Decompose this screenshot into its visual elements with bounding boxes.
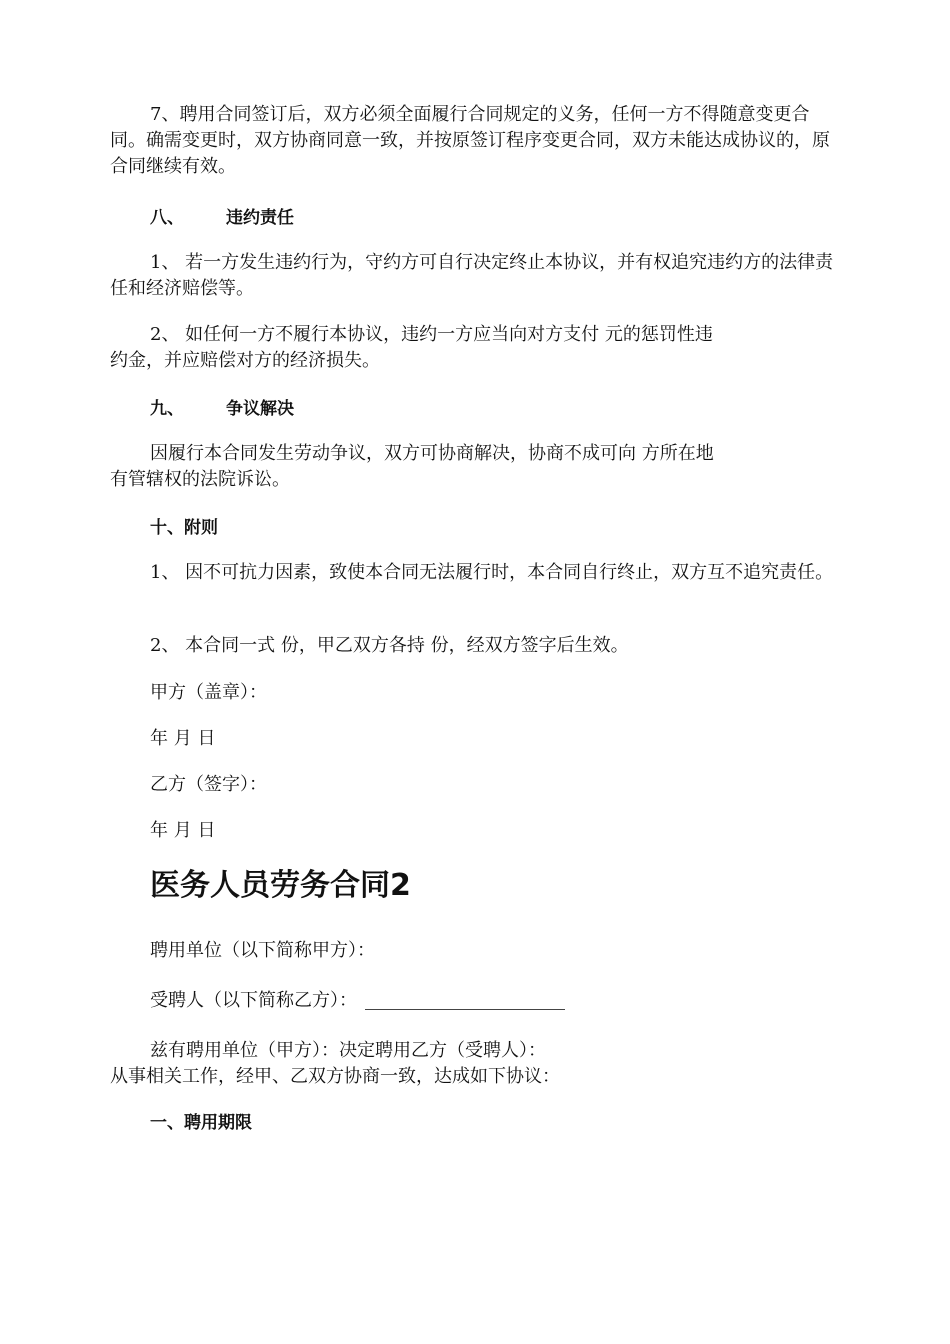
section-10-heading: 十、附则	[150, 518, 218, 538]
section-9-title: 争议解决	[226, 399, 294, 419]
document-2-title: 医务人员劳务合同2	[150, 868, 411, 903]
party-a-seal: 甲方（盖章）：	[150, 682, 267, 703]
party-b-date: 年 月 日	[150, 820, 216, 841]
section-8-heading	[150, 205, 294, 231]
section-8-item-2-line-1: 2、 如任何一方不履行本协议，违约一方应当向对方支付 元的惩罚性违	[150, 324, 713, 345]
section-9-line-1: 因履行本合同发生劳动争议，双方可协商解决，协商不成可向 方所在地	[150, 443, 714, 464]
section-9-line-2: 有管辖权的法院诉讼。	[110, 469, 290, 490]
intro-line-2: 从事相关工作，经甲、乙双方协商一致，达成如下协议：	[110, 1066, 560, 1087]
party-b-signature: 乙方（签字）：	[150, 774, 267, 795]
employer-line: 聘用单位（以下简称甲方）：	[150, 940, 375, 961]
party-a-date: 年 月 日	[150, 728, 216, 749]
section-8-number: 八、	[150, 208, 184, 228]
section-9-number: 九、	[150, 399, 184, 419]
employee-line	[150, 988, 565, 1014]
section-9-heading	[150, 396, 294, 422]
section-8-item-2-line-2: 约金，并应赔偿对方的经济损失。	[110, 350, 380, 371]
section-10-item-2: 2、 本合同一式 份，甲乙双方各持 份，经双方签字后生效。	[150, 635, 629, 656]
section-8-item-1: 1、 若一方发生违约行为，守约方可自行决定终止本协议，并有权追究违约方的法律责任和经济赔偿等。	[110, 252, 834, 299]
employee-label: 受聘人（以下简称乙方）：	[150, 990, 357, 1011]
section-10-item-1: 1、 因不可抗力因素，致使本合同无法履行时，本合同自行终止，双方互不追究责任。	[150, 562, 834, 583]
intro-line-1: 兹有聘用单位（甲方）：决定聘用乙方（受聘人）：	[150, 1040, 546, 1061]
section-1-heading: 一、聘用期限	[150, 1113, 252, 1133]
clause-7: 7、聘用合同签订后，双方必须全面履行合同规定的义务，任何一方不得随意变更合同。确需变更时，双方协商同意一致，并按原签订程序变更合同，双方未能达成协议的，原合同继续有效。	[110, 104, 830, 177]
employee-name-blank	[365, 991, 565, 1010]
section-8-title: 违约责任	[226, 208, 294, 228]
